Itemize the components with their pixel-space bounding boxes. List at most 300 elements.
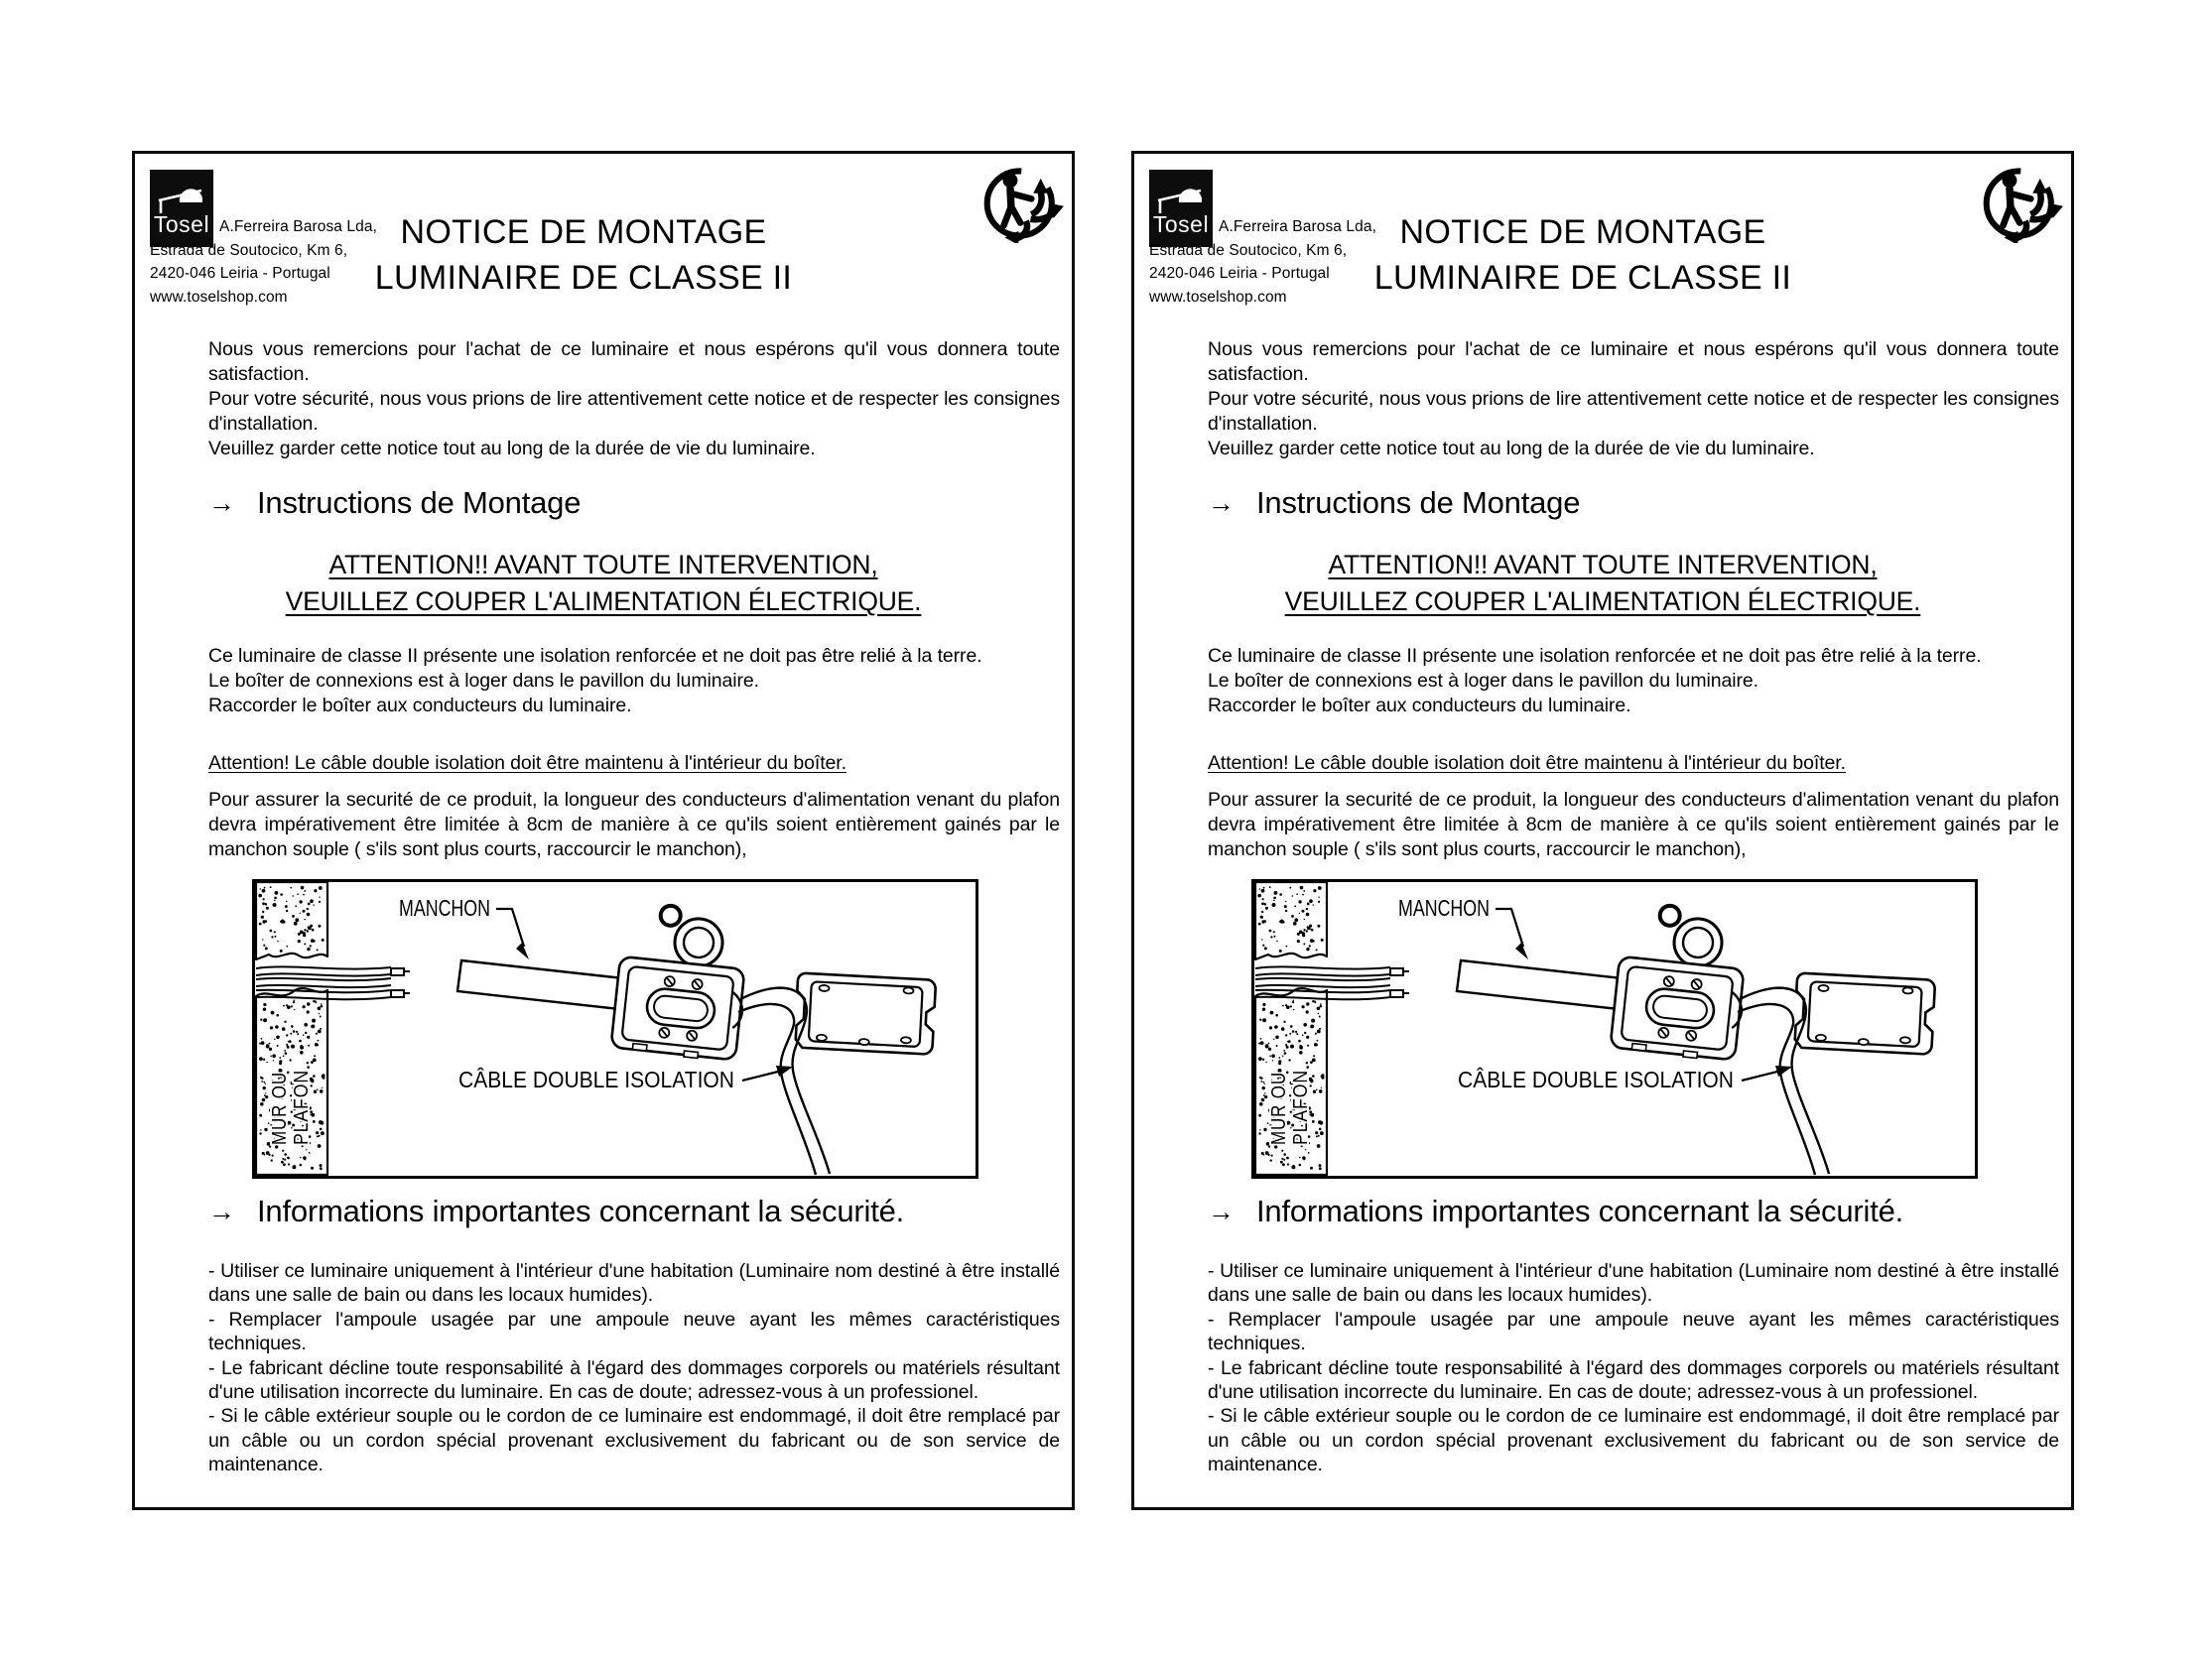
wall-texture-dot (266, 1044, 269, 1047)
wall-texture-dot (1262, 1082, 1264, 1084)
wall-texture-dot (297, 1033, 299, 1035)
wall-texture-dot (1287, 1163, 1289, 1165)
wall-texture-dot (307, 1010, 310, 1013)
triman-recycling-icon (1980, 164, 2065, 243)
wall-texture-dot (1313, 1055, 1315, 1057)
wall-texture-dot (266, 1062, 267, 1063)
wall-texture-dot (1319, 1128, 1322, 1131)
wall-texture-dot (1269, 1026, 1272, 1029)
wall-texture-dot (286, 910, 288, 912)
wall-texture-dot (1317, 1144, 1321, 1148)
wall-texture-dot (1261, 920, 1264, 923)
wall-texture-dot (1312, 1000, 1314, 1002)
wall-texture-dot (282, 1150, 284, 1152)
wall-texture-dot (263, 1018, 267, 1022)
wall-texture-dot (1259, 888, 1260, 889)
arrow-bullet-icon: → (208, 488, 235, 518)
mounting-diagram (252, 879, 978, 1179)
wall-texture-dot (1302, 932, 1305, 935)
wall-texture-dot (269, 1048, 272, 1051)
wall-texture-dot (283, 1056, 285, 1058)
wall-texture-dot (1272, 903, 1276, 907)
wall-texture-dot (262, 902, 265, 905)
triman-graphic (980, 164, 1066, 243)
wall-texture-dot (308, 1045, 310, 1047)
power-warning-line1: ATTENTION!! AVANT TOUTE INTERVENTION, (1328, 550, 1878, 579)
wall-texture-dot (262, 889, 266, 893)
wall-texture-dot (304, 890, 306, 892)
wall-texture-dot (1307, 1045, 1309, 1047)
wall-texture-dot (1319, 1164, 1322, 1167)
wall-texture-dot (260, 1129, 261, 1130)
wall-texture-dot (1275, 1014, 1278, 1017)
wall-texture-dot (312, 1025, 315, 1028)
logo-text: Tosel (1152, 211, 1210, 237)
wall-texture-dot (1317, 1030, 1321, 1034)
notice-page (132, 151, 1075, 1510)
wall-texture-dot (1283, 1050, 1285, 1052)
wall-texture-dot (312, 929, 314, 931)
wall-texture-dot (301, 886, 305, 890)
intro-paragraph: Veuillez garder cette notice tout au long de la durée de vie du luminaire. (208, 438, 816, 459)
page-title-line1: NOTICE DE MONTAGE (1399, 213, 1766, 251)
wall-texture-dot (1260, 916, 1263, 919)
wall-texture-dot (262, 1098, 266, 1102)
wall-texture-dot (260, 1019, 262, 1021)
wall-texture-dot (307, 930, 309, 932)
wall-texture-dot (1261, 889, 1265, 893)
wall-texture-dot (1302, 1034, 1304, 1036)
wall-texture-dot (320, 1089, 324, 1093)
wall-texture-dot (318, 1144, 322, 1148)
wall-texture-dot (298, 940, 301, 943)
wall-texture-dot (1304, 1032, 1306, 1034)
wall-texture-dot (1275, 1036, 1279, 1040)
power-warning-line2: VEUILLEZ COUPER L'ALIMENTATION ÉLECTRIQUE. (285, 586, 922, 616)
wall-texture-dot (1289, 887, 1291, 889)
wall-texture-dot (261, 916, 264, 919)
wall-texture-dot (1306, 1066, 1309, 1069)
class2-paragraph: Raccorder le boîter aux conducteurs du luminaire. (208, 695, 632, 716)
wall-texture-dot (274, 1039, 275, 1040)
wall-texture-dot (1259, 1129, 1260, 1130)
page-title-line1: NOTICE DE MONTAGE (400, 213, 767, 251)
wall-texture-dot (320, 1016, 322, 1018)
wall-texture-dot (1302, 894, 1304, 896)
wall-texture-dot (1318, 901, 1320, 903)
wall-texture-dot (1273, 931, 1275, 933)
wall-texture-dot (1262, 1003, 1265, 1006)
small-ring (660, 905, 682, 927)
wall-texture-dot (283, 921, 286, 924)
wall-texture-dot (1292, 1030, 1295, 1033)
wall-texture-dot (1312, 1120, 1315, 1123)
wall-texture-dot (264, 1128, 267, 1131)
wall-texture-dot (307, 908, 309, 910)
wall-texture-dot (266, 907, 269, 910)
wall-texture-dot (1283, 1021, 1285, 1023)
wall-texture-dot (308, 927, 312, 931)
wall-texture-dot (1299, 1051, 1303, 1055)
wall-texture-dot (279, 1057, 281, 1059)
wall-texture-dot (1260, 1041, 1264, 1045)
wall-texture-dot (281, 1161, 284, 1164)
wall-texture-dot (313, 1075, 316, 1078)
wall-texture-dot (286, 1034, 288, 1036)
wall-texture-dot (320, 1164, 323, 1167)
wall-texture-dot (1285, 1044, 1287, 1046)
wall-texture-dot (1303, 929, 1305, 931)
wall-texture-dot (260, 1102, 264, 1106)
securite-heading (208, 1194, 904, 1229)
wall-texture-dot (1280, 1161, 1283, 1164)
wall-texture-dot (1306, 908, 1308, 910)
wall-texture-dot (296, 1031, 298, 1033)
wall-texture-dot (1316, 1088, 1318, 1090)
wall-texture-dot (313, 1120, 316, 1123)
wall-texture-dot (1303, 1023, 1307, 1027)
wall-texture-dot (321, 1123, 323, 1125)
wall-texture-dot (1316, 949, 1318, 951)
wall-texture-dot (1263, 1154, 1265, 1156)
wall-texture-dot (272, 1054, 276, 1058)
wall-texture-dot (1279, 893, 1282, 896)
wall-texture-dot (304, 943, 306, 945)
wall-texture-dot (305, 919, 307, 921)
safety-bullet: - Remplacer l'ampoule usagée par une ampoule neuve ayant les mêmes caractéristiques techniques. (208, 1308, 1060, 1355)
wall-label (269, 1058, 313, 1145)
securite-heading-text: Informations importantes concernant la sécurité. (257, 1194, 905, 1228)
wall-texture-dot (1292, 1001, 1294, 1003)
wall-label-line1: MUR OU (269, 1058, 291, 1145)
manchon-label-text: MANCHON (1398, 895, 1490, 921)
attention-note (1208, 751, 2059, 776)
wall-texture-dot (260, 888, 261, 889)
wall-texture-dot (287, 1005, 291, 1009)
address-line: 2420-046 Leiria - Portugal (150, 265, 330, 282)
wall-texture-dot (294, 1000, 296, 1002)
wall-texture-dot (261, 1081, 263, 1083)
wall-texture-dot (1320, 1003, 1322, 1005)
wall-texture-dot (291, 1025, 294, 1028)
wall-texture-dot (260, 1077, 262, 1079)
page-title (314, 209, 853, 301)
wall-texture-dot (1268, 1154, 1270, 1156)
wall-texture-dot (1281, 1027, 1285, 1031)
wall-texture-dot (263, 1082, 265, 1084)
wall-texture-dot (269, 1154, 271, 1156)
class2-paragraph: Raccorder le boîter aux conducteurs du luminaire. (1208, 695, 1631, 716)
cover-plate (794, 973, 936, 1055)
wall-texture-dot (284, 1050, 286, 1052)
wall-texture-dot (322, 1087, 323, 1088)
wall-texture-dot (305, 1032, 307, 1034)
wall-texture-dot (320, 1128, 323, 1131)
wall-texture-dot (317, 1088, 319, 1090)
wall-texture-dot (285, 1052, 288, 1055)
wall-texture-dot (1293, 1000, 1295, 1002)
wall-texture-dot (1265, 1044, 1268, 1047)
wall-texture-dot (1286, 1157, 1289, 1160)
wall-texture-dot (259, 1057, 263, 1061)
wall-texture-dot (264, 1154, 266, 1156)
wall-texture-dot (1302, 910, 1305, 913)
wall-texture-dot (1270, 1159, 1272, 1161)
class2-section (1208, 644, 2075, 718)
triman-person (1003, 173, 1032, 225)
wall-texture-dot (1321, 1087, 1322, 1088)
safety-bullet: - Remplacer l'ampoule usagée par une ampoule neuve ayant les mêmes caractéristiques techniques. (1208, 1308, 2059, 1355)
wall-texture-dot (1263, 1094, 1265, 1096)
wall-texture-dot (307, 1063, 309, 1065)
wall-texture-dot (317, 1135, 319, 1137)
wall-texture-dot (1303, 943, 1305, 945)
wall-texture-dot (276, 1014, 279, 1017)
wall-texture-dot (303, 1005, 306, 1008)
wall-texture-dot (1263, 1128, 1266, 1131)
wall-texture-dot (309, 1152, 311, 1154)
wall-texture-dot (1311, 1019, 1315, 1023)
wall-texture-dot (1261, 1098, 1265, 1102)
wall-texture-dot (270, 886, 272, 888)
wall-texture-dot (1269, 930, 1272, 933)
wall-texture-dot (1318, 886, 1322, 890)
power-warning-line2: VEUILLEZ COUPER L'ALIMENTATION ÉLECTRIQUE. (1284, 586, 1921, 616)
montage-heading-text: Instructions de Montage (1256, 485, 1581, 520)
wall-texture-dot (1282, 1056, 1284, 1058)
wall-texture-dot (283, 1005, 285, 1007)
wall-texture-dot (313, 1000, 315, 1002)
wall-texture-dot (311, 899, 313, 901)
wall-texture-dot (1308, 1152, 1310, 1154)
wall-texture-dot (1258, 1057, 1262, 1061)
wall-texture-dot (1303, 890, 1305, 892)
wall-texture-dot (318, 1007, 322, 1011)
wall-texture-dot (1282, 1163, 1285, 1166)
wall-texture-dot (1312, 1075, 1315, 1078)
wall-texture-dot (270, 1026, 273, 1029)
wall-texture-dot (320, 1028, 322, 1030)
address-line: 2420-046 Leiria - Portugal (1149, 265, 1330, 282)
wall-texture-dot (263, 1086, 266, 1089)
wall-texture-dot (1294, 905, 1296, 907)
wall-texture-dot (1306, 948, 1309, 951)
wall-texture-dot (1310, 1167, 1313, 1170)
wall-texture-dot (1270, 1011, 1274, 1015)
wall-label-line2: PLAFON (1290, 1059, 1312, 1145)
wall-texture-dot (1312, 1059, 1316, 1063)
wall-texture-dot (1281, 1158, 1283, 1160)
wall-texture-dot (1269, 1056, 1271, 1058)
wall-texture-dot (1300, 886, 1304, 890)
wall-texture-dot (259, 1132, 261, 1134)
wall-texture-dot (304, 929, 306, 931)
wall-texture-dot (1283, 1153, 1286, 1156)
wall-upper (1255, 882, 1327, 959)
wall-texture-dot (1268, 1048, 1271, 1051)
safety-bullets (1208, 1259, 2059, 1477)
wall-texture-dot (271, 1159, 273, 1161)
wall-texture-dot (1273, 897, 1276, 900)
wall-label-line1: MUR OU (1268, 1058, 1290, 1145)
wall-texture-dot (294, 1009, 295, 1010)
intro-paragraph: Pour votre sécurité, nous vous prions de lire attentivement cette notice et de respecter les consignes d'installation. (208, 388, 1060, 435)
cable-label-text: CÂBLE DOUBLE ISOLATION (458, 1067, 734, 1092)
length-note (208, 788, 1060, 862)
power-warning (175, 547, 1032, 620)
wall-texture-dot (291, 1005, 293, 1007)
wall-texture-dot (275, 1025, 279, 1029)
wall-texture-dot (1261, 902, 1264, 905)
intro-paragraph: Pour votre sécurité, nous vous prions de lire attentivement cette notice et de respecter les consignes d'installation. (1208, 388, 2059, 435)
intro-section (1208, 337, 2059, 461)
triman-graphic (1980, 164, 2065, 243)
wall-texture-dot (1293, 1009, 1294, 1010)
wall-texture-dot (271, 936, 273, 938)
wall-texture-dot (279, 1060, 282, 1063)
wall-texture-dot (292, 1165, 296, 1169)
wall-texture-dot (265, 903, 267, 905)
intro-paragraph: Nous vous remercions pour l'achat de ce luminaire et nous espérons qu'il vous donnera toute satisfaction. (1208, 338, 2059, 385)
manchon-label-text: MANCHON (399, 895, 490, 921)
wall-texture-dot (282, 1027, 286, 1031)
wall-texture-dot (299, 1040, 302, 1043)
wall-texture-dot (1317, 925, 1320, 928)
wall-texture-dot (293, 895, 295, 897)
wall-texture-dot (1319, 1167, 1322, 1170)
wall-texture-dot (303, 910, 306, 913)
wall-texture-dot (1258, 1043, 1260, 1045)
wall-texture-dot (320, 1167, 323, 1170)
safety-bullet: - Si le câble extérieur souple ou le cordon de ce luminaire est endommagé, il doit être remplacé par un câble ou un cordon spécial provenant exclusivement du fabricant ou de son service de maintenance. (1208, 1405, 2059, 1476)
wall-texture-dot (303, 1034, 305, 1036)
wall-texture-dot (306, 1149, 307, 1150)
wall-texture-dot (1292, 895, 1294, 897)
wall-texture-dot (269, 1043, 271, 1045)
wall-texture-dot (1262, 945, 1264, 947)
wall-texture-dot (287, 946, 289, 948)
wall-texture-dot (282, 919, 284, 921)
wall-texture-dot (298, 933, 301, 936)
wall-texture-dot (270, 930, 273, 933)
wall-texture-dot (320, 1121, 324, 1125)
montage-heading-text: Instructions de Montage (257, 485, 582, 520)
wall-texture-dot (1306, 913, 1310, 917)
wall-texture-dot (1302, 1156, 1306, 1160)
wall-texture-dot (1273, 900, 1275, 902)
wall-texture-dot (1278, 1060, 1281, 1063)
cover-plate (1793, 973, 1935, 1055)
wall-label-line2: PLAFON (291, 1059, 313, 1145)
wall-texture-dot (1264, 1092, 1265, 1093)
wall-texture-dot (1285, 901, 1286, 902)
wall-texture-dot (1319, 1121, 1323, 1125)
wall-texture-dot (1296, 893, 1298, 895)
wall-texture-dot (1307, 927, 1311, 931)
wall-texture-dot (277, 941, 279, 943)
wall-texture-dot (1289, 1033, 1291, 1035)
wall-texture-dot (264, 1094, 266, 1096)
wall-texture-dot (1281, 919, 1283, 921)
securite-heading (1208, 1194, 1903, 1229)
wall-texture-dot (1290, 1005, 1292, 1007)
wall-texture-dot (318, 1030, 322, 1034)
wall-texture-dot (1297, 940, 1300, 943)
address-line: A.Ferreira Barosa Lda, (219, 218, 377, 235)
wall-texture-dot (1299, 1157, 1301, 1159)
address-line: Estrada de Soutocico, Km 6, (150, 241, 348, 259)
wall-texture-dot (274, 931, 276, 933)
wall-texture-dot (299, 900, 302, 903)
wall-texture-dot (284, 1021, 286, 1023)
wall-texture-dot (322, 939, 325, 942)
wall-texture-dot (283, 1163, 286, 1166)
notice-page (1131, 151, 2074, 1510)
wall-texture-dot (1260, 1038, 1262, 1040)
wall-texture-dot (261, 1041, 265, 1045)
wall-texture-dot (274, 936, 276, 938)
wall-texture-dot (1318, 1135, 1320, 1137)
wall-texture-dot (1286, 1005, 1290, 1009)
wall-texture-dot (270, 1056, 272, 1058)
wall-texture-dot (288, 1041, 289, 1042)
wall-texture-dot (1294, 918, 1298, 922)
wall-texture-dot (1307, 903, 1310, 906)
wall-texture-dot (1263, 887, 1265, 889)
wall-texture-dot (1285, 1034, 1287, 1036)
mounting-diagram-svg (1251, 879, 1978, 1179)
wall-texture-dot (316, 1033, 318, 1035)
wall-texture-dot (1284, 1052, 1287, 1055)
wall-texture-dot (1318, 1013, 1320, 1015)
wall-texture-dot (1279, 950, 1282, 953)
wall-texture-dot (265, 1095, 268, 1098)
wall-texture-dot (290, 887, 292, 889)
page-title-line2: LUMINAIRE DE CLASSE II (374, 259, 793, 297)
wall-texture-dot (1318, 897, 1319, 898)
wall-texture-dot (1306, 1002, 1309, 1005)
wall-texture-dot (1306, 1063, 1308, 1065)
wall-texture-dot (1310, 939, 1314, 943)
wall-texture-dot (1286, 1046, 1289, 1049)
wall-texture-dot (284, 1159, 286, 1161)
wall-texture-dot (1259, 1077, 1261, 1079)
wall-texture-dot (286, 1044, 288, 1046)
page-title-line2: LUMINAIRE DE CLASSE II (1373, 259, 1792, 297)
wall-texture-dot (290, 1033, 292, 1035)
wall-texture-dot (314, 1090, 317, 1093)
wall-label (1268, 1058, 1312, 1145)
wall-texture-dot (287, 1046, 290, 1049)
wall-texture-dot (1262, 1008, 1265, 1011)
wall-texture-dot (1258, 1114, 1261, 1117)
wall-texture-dot (1276, 1045, 1278, 1047)
wall-texture-dot (1265, 1062, 1266, 1063)
wall-texture-dot (314, 904, 315, 905)
wall-texture-dot (274, 897, 277, 900)
wall-texture-dot (307, 1002, 310, 1005)
wall-texture-dot (1278, 1057, 1280, 1059)
wall-texture-dot (1313, 1090, 1316, 1093)
wall-texture-dot (286, 901, 287, 902)
safety-bullet: - Utiliser ce luminaire uniquement à l'intérieur d'une habitation (Luminaire nom destiné à être installé dans une salle de bain ou dans les locaux humides). (208, 1260, 1060, 1307)
arrow-bullet-icon: → (208, 1197, 235, 1226)
wall-texture-dot (1316, 1044, 1318, 1046)
wall-texture-dot (258, 894, 262, 898)
wall-texture-dot (1313, 889, 1316, 892)
wall-texture-dot (1306, 1036, 1309, 1039)
wall-texture-dot (321, 1005, 324, 1008)
